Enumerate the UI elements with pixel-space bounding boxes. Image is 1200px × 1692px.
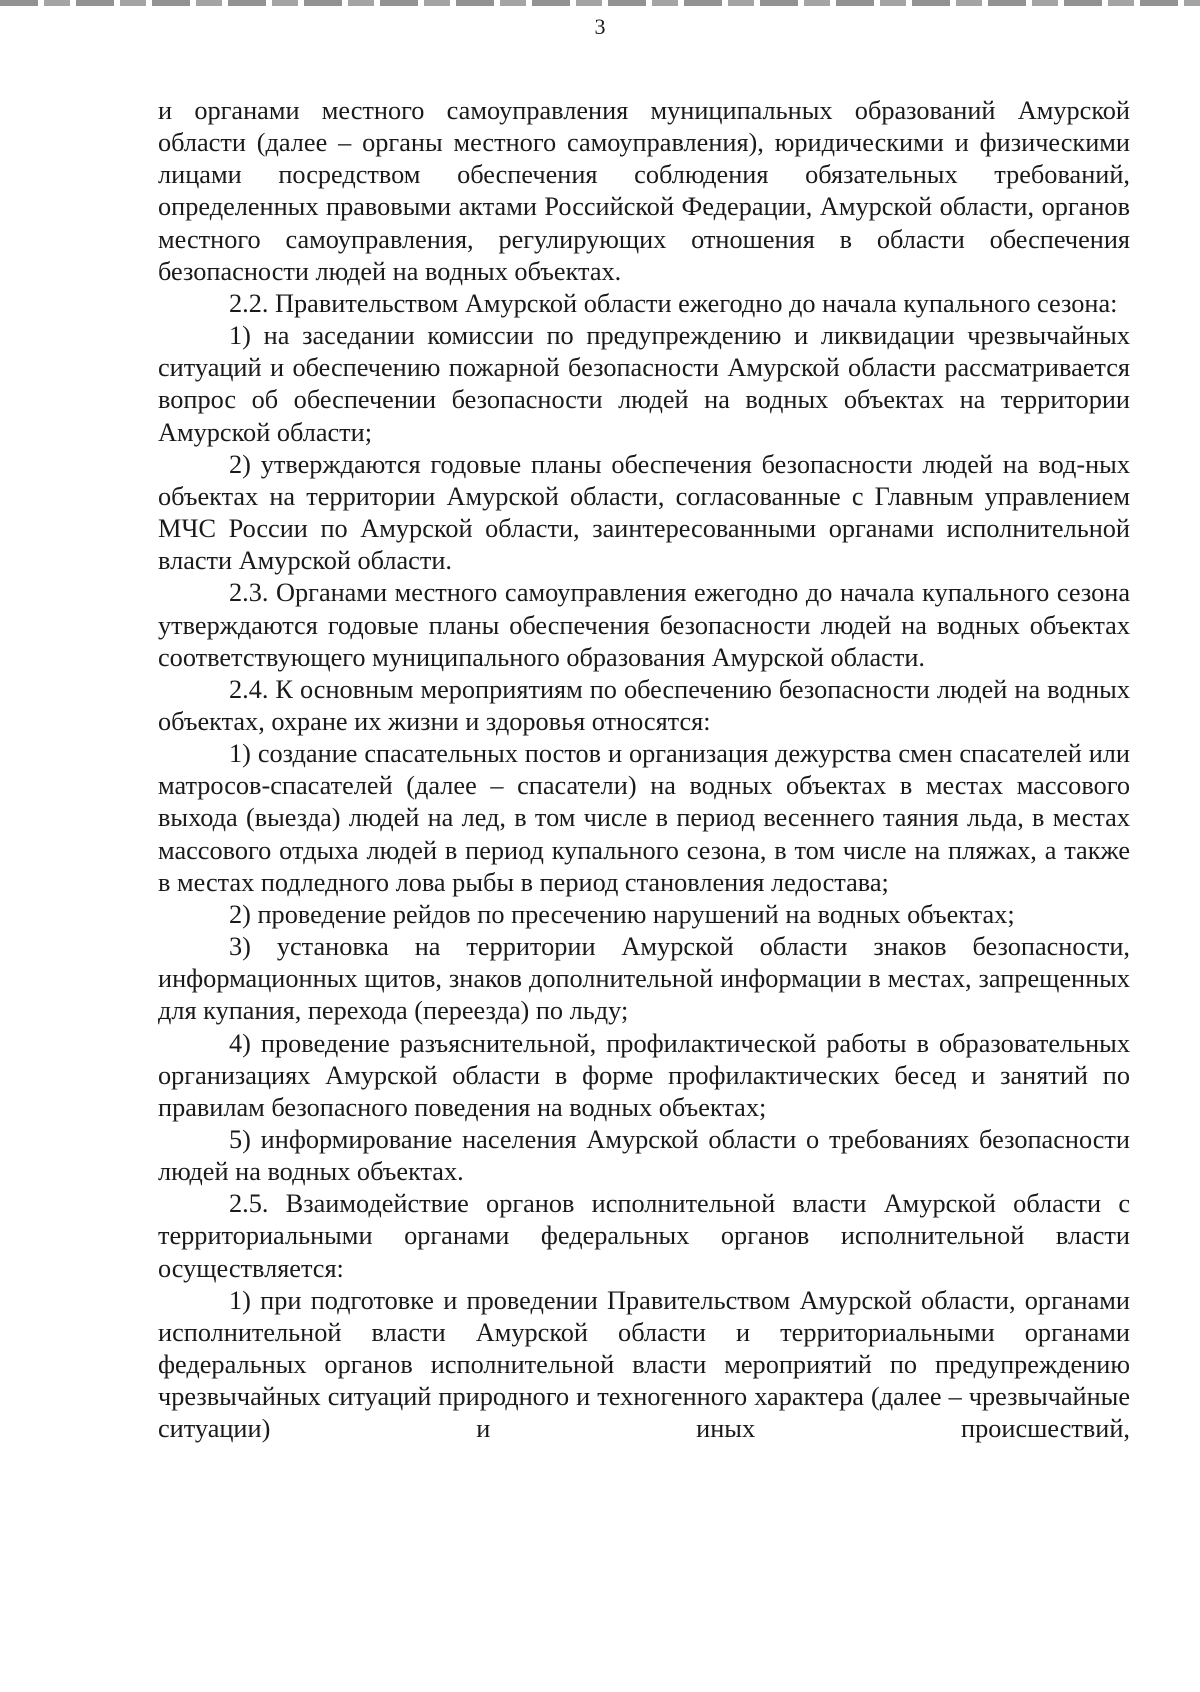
paragraph: 2) проведение рейдов по пресечению нарушений на водных объектах; xyxy=(229,899,1015,929)
paragraph: 1) при подготовке и проведении Правительством Амурской области, органами исполнительной власти Амурской области и территориальными органами федеральных органов исполнительной власти мероприятий по предупреждению чрезвычайных ситуаций природного и техногенного характера (далее – чрезвычайные ситуации) и иных происшествий, xyxy=(158,1285,1130,1444)
paragraph: 2.5. Взаимодействие органов исполнительной власти Амурской области с территориальными органами федеральных органов исполнительной власти осуществляется: xyxy=(158,1189,1130,1283)
paragraph: 3) установка на территории Амурской области знаков безопасности, информационных щитов, знаков дополнительной информации в местах, запрещенных для купания, перехода (переезда) по льду; xyxy=(158,932,1130,1026)
scan-top-edge xyxy=(0,0,1200,6)
document-body xyxy=(158,95,1130,1446)
paragraph: и органами местного самоуправления муниципальных образований Амурской области (далее – органы местного самоуправления), юридическими и физическими лицами посредством обеспечения соблюдения обязательных требований, определенных правовыми актами Российской Федерации, Амурской области, органов местного самоуправления, регулирующих отношения в области обеспечения безопасности людей на водных объектах. xyxy=(158,96,1130,286)
paragraph: 1) на заседании комиссии по предупреждению и ликвидации чрезвычайных ситуаций и обеспечению пожарной безопасности Амурской области рассматривается вопрос об обеспечении безопасности людей на водных объектах на территории Амурской области; xyxy=(158,321,1130,447)
paragraph: 2.4. К основным мероприятиям по обеспечению безопасности людей на водных объектах, охране их жизни и здоровья относятся: xyxy=(158,674,1130,736)
paragraph: 1) создание спасательных постов и организация дежурства смен спасателей или матросов-спасателей (далее – спасатели) на водных объектах в местах массового выхода (выезда) людей на лед, в том числе в период весеннего таяния льда, в местах массового отдыха людей в период купального сезона, в том числе на пляжах, а также в местах подледного лова рыбы в период становления ледостава; xyxy=(158,739,1130,897)
paragraph: 2) утверждаются годовые планы обеспечения безопасности людей на вод-ных объектах на территории Амурской области, согласованные с Главным управлением МЧС России по Амурской области, заинтересованными органами исполнительной власти Амурской области. xyxy=(158,449,1130,576)
paragraph: 2.3. Органами местного самоуправления ежегодно до начала купального сезона утверждаются годовые планы обеспечения безопасности людей на водных объектах соответствующего муниципального образования Амурской области. xyxy=(158,578,1130,672)
paragraph: 2.2. Правительством Амурской области ежегодно до начала купального сезона: xyxy=(229,288,1118,318)
paragraph: 5) информирование населения Амурской области о требованиях безопасности людей на водных объектах. xyxy=(158,1125,1130,1187)
page-number: 3 xyxy=(594,14,606,39)
paragraph: 4) проведение разъяснительной, профилактической работы в образовательных организациях Амурской области в форме профилактических бесед и занятий по правилам безопасного поведения на водных объектах; xyxy=(158,1028,1130,1122)
